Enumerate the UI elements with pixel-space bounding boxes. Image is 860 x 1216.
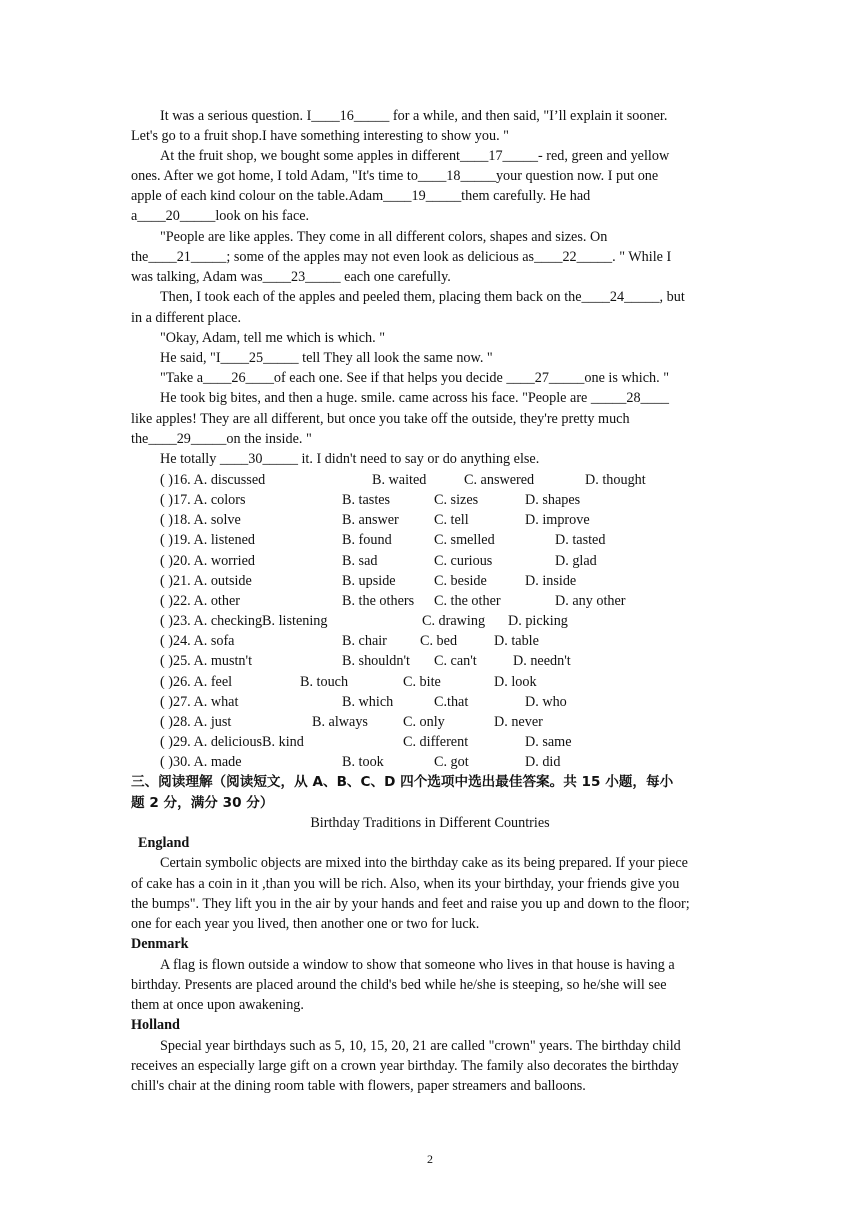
heading-england: England	[138, 835, 190, 851]
option-number-a: ( )25. A. mustn't	[160, 653, 253, 669]
option-c: C. smelled	[434, 532, 495, 548]
option-number-a: ( )28. A. just	[160, 714, 232, 730]
option-b: B. shouldn't	[342, 653, 410, 669]
option-b: B. answer	[342, 512, 399, 528]
option-d: D. any other	[555, 593, 626, 609]
passage-line: a____20_____look on his face.	[131, 208, 310, 224]
option-d: D. inside	[525, 573, 577, 589]
option-number-a: ( )30. A. made	[160, 754, 242, 770]
option-d: D. needn't	[513, 653, 571, 669]
passage-line: He totally ____30_____ it. I didn't need to say or do anything else.	[160, 451, 540, 467]
option-b: B. found	[342, 532, 392, 548]
option-b: B. sad	[342, 553, 378, 569]
option-b: B. took	[342, 754, 384, 770]
heading-holland: Holland	[131, 1017, 180, 1033]
option-c: C. bite	[403, 674, 441, 690]
option-b: B. always	[312, 714, 368, 730]
option-number-a: ( )26. A. feel	[160, 674, 233, 690]
option-c: C. sizes	[434, 492, 479, 508]
option-c: C. can't	[434, 653, 477, 669]
paragraph-line: receives an especially large gift on a crown year birthday. The family also decorates the birthday	[131, 1058, 679, 1074]
paragraph-line: birthday. Presents are placed around the child's bed while he/she is steeping, so he/she will see	[131, 977, 667, 993]
option-number-a: ( )17. A. colors	[160, 492, 246, 508]
option-c: C. got	[434, 754, 469, 770]
passage-line: "Okay, Adam, tell me which is which. "	[160, 330, 386, 346]
option-number-a: ( )19. A. listened	[160, 532, 255, 548]
option-c: C. curious	[434, 553, 493, 569]
passage-line: "Take a____26____of each one. See if that helps you decide ____27_____one is which. "	[160, 370, 669, 386]
option-number-a: ( )22. A. other	[160, 593, 240, 609]
option-d: D. look	[494, 674, 537, 690]
option-c: C. answered	[464, 472, 535, 488]
option-d: D. shapes	[525, 492, 581, 508]
paragraph-line: the bumps". They lift you in the air by your hands and feet and raise you up and down to the floor;	[131, 896, 690, 912]
option-number-a: ( )20. A. worried	[160, 553, 255, 569]
option-c: C. drawing	[422, 613, 486, 629]
reading-title: Birthday Traditions in Different Countries	[310, 815, 550, 831]
paragraph-line: Special year birthdays such as 5, 10, 15, 20, 21 are called "crown" years. The birthday child	[160, 1038, 681, 1054]
passage-line: He said, "I____25_____ tell They all look the same now. "	[160, 350, 493, 366]
option-c: C. only	[403, 714, 445, 730]
option-c: C.that	[434, 694, 469, 710]
option-d: D. glad	[555, 553, 597, 569]
option-c: C. bed	[420, 633, 458, 649]
option-b: B. the others	[342, 593, 415, 609]
passage-line: ones. After we got home, I told Adam, "It's time to____18_____your question now. I put one	[131, 168, 659, 184]
page-number: 2	[427, 1152, 433, 1166]
option-d: D. never	[494, 714, 543, 730]
option-b: B. which	[342, 694, 394, 710]
passage-line: At the fruit shop, we bought some apples in different____17_____- red, green and yellow	[160, 148, 670, 164]
paragraph-line: Certain symbolic objects are mixed into the birthday cake as its being prepared. If your piece	[160, 855, 688, 871]
passage-line: in a different place.	[131, 310, 242, 326]
heading-denmark: Denmark	[131, 936, 189, 952]
passage-line: Then, I took each of the apples and peeled them, placing them back on the____24_____, but	[160, 289, 685, 305]
passage-line: He took big bites, and then a huge. smile. came across his face. "People are _____28____	[160, 390, 669, 406]
paragraph-line: A flag is flown outside a window to show that someone who lives in that house is having a	[160, 957, 675, 973]
passage-line: "People are like apples. They come in all different colors, shapes and sizes. On	[160, 229, 608, 245]
option-b: B. waited	[372, 472, 427, 488]
option-c: C. different	[403, 734, 469, 750]
option-number-a: ( )16. A. discussed	[160, 472, 266, 488]
option-d: D. same	[525, 734, 572, 750]
option-d: D. did	[525, 754, 561, 770]
section-heading: 三、阅读理解（阅读短文，从 A、B、C、D 四个选项中选出最佳答案。共 15 小题，每小	[131, 774, 674, 790]
option-number-a: ( )18. A. solve	[160, 512, 241, 528]
option-number-a: ( )21. A. outside	[160, 573, 252, 589]
option-number-a: ( )24. A. sofa	[160, 633, 235, 649]
passage-line: was talking, Adam was____23_____ each one carefully.	[131, 269, 451, 285]
paragraph-line: them at once upon awakening.	[131, 997, 304, 1013]
option-number-a: ( )27. A. what	[160, 694, 239, 710]
passage-line: like apples! They are all different, but once you take off the outside, they're pretty much	[131, 411, 630, 427]
option-number-a: ( )29. A. deliciousB. kind	[160, 734, 304, 750]
section-heading-cont: 题 2 分，满分 30 分）	[131, 795, 274, 811]
option-d: D. table	[494, 633, 539, 649]
option-d: D. picking	[508, 613, 568, 629]
option-b: B. chair	[342, 633, 387, 649]
passage-line: Let's go to a fruit shop.I have something interesting to show you. "	[131, 128, 509, 144]
option-d: D. who	[525, 694, 567, 710]
passage-line: the____21_____; some of the apples may not even look as delicious as____22_____. " While I	[131, 249, 672, 265]
option-c: C. beside	[434, 573, 487, 589]
option-d: D. tasted	[555, 532, 606, 548]
passage-line: apple of each kind colour on the table.Adam____19_____them carefully. He had	[131, 188, 591, 204]
paragraph-line: chill's chair at the dining room table with flowers, paper streamers and balloons.	[131, 1078, 586, 1094]
option-b: B. tastes	[342, 492, 391, 508]
option-b: B. touch	[300, 674, 349, 690]
option-c: C. the other	[434, 593, 501, 609]
paragraph-line: one for each year you lived, then another one or two for luck.	[131, 916, 480, 932]
option-d: D. thought	[585, 472, 646, 488]
passage-line: the____29_____on the inside. "	[131, 431, 312, 447]
passage-line: It was a serious question. I____16_____ for a while, and then said, "I’ll explain it sooner.	[160, 108, 668, 124]
option-b: B. upside	[342, 573, 396, 589]
option-number-a: ( )23. A. checkingB. listening	[160, 613, 328, 629]
option-c: C. tell	[434, 512, 469, 528]
option-d: D. improve	[525, 512, 590, 528]
paragraph-line: of cake has a coin in it ,than you will be rich. Also, when its your birthday, your friends give you	[131, 876, 680, 892]
